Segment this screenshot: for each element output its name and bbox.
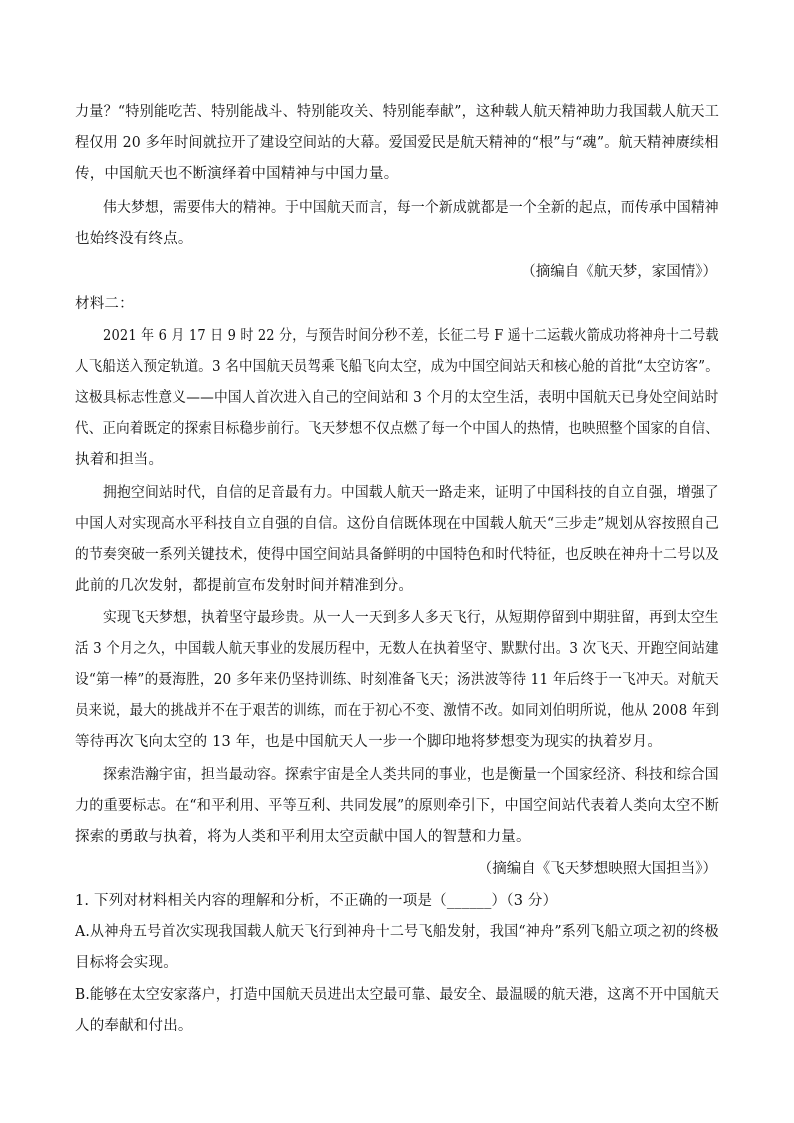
paragraph-line: 这极具标志性意义——中国人首次进入自己的空间站和 3 个月的太空生活，表明中国航天已身处空间站时 <box>75 390 719 406</box>
option-a: A.从神舟五号首次实现我国载人航天飞行到神舟十二号飞船发射，我国“神舟”系列飞船立项之初的终极 <box>75 924 719 940</box>
paragraph-line: 力的重要标志。在“和平利用、平等互利、共同发展”的原则牵引下，中国空间站代表着人类向太空不断 <box>75 798 720 814</box>
paragraph-line: 代、正向着既定的探索目标稳步前行。飞天梦想不仅点燃了每一个中国人的热情，也映照整个国家的自信、 <box>75 421 719 437</box>
paragraph-line: 也始终没有终点。 <box>75 231 193 247</box>
option-a-continued: 目标将会实现。 <box>75 955 178 971</box>
question-stem: 1. 下列对材料相关内容的理解和分析，不正确的一项是（______）（3 分） <box>75 893 558 909</box>
paragraph-line: 执着和担当。 <box>75 452 164 468</box>
paragraph-line: 活 3 个月之久，中国载人航天事业的发展历程中，无数人在执着坚守、默默付出。3 次飞天、开跑空间站建 <box>75 641 719 657</box>
option-b-continued: 人的奉献和付出。 <box>75 1018 193 1034</box>
paragraph-line: 中国人对实现高水平科技自立自强的自信。这份自信既体现在中国载人航天“三步走”规划从容按照自己 <box>75 516 720 532</box>
option-b: B.能够在太空安家落户，打造中国航天员进出太空最可靠、最安全、最温暖的航天港，这离不开中国航天 <box>75 987 720 1003</box>
paragraph-line: 等待再次飞向太空的 13 年，也是中国航天人一步一个脚印地将梦想变为现实的执着岁月。 <box>75 734 663 750</box>
paragraph-line: 的节奏突破一系列关键技术，使得中国空间站具备鲜明的中国特色和时代特征，也反映在神舟十二号以及 <box>75 547 720 563</box>
paragraph-line: 员来说，最大的挑战并不在于艰苦的训练，而在于初心不变、激情不改。如同刘伯明所说，他从 2008 年到 <box>75 703 720 719</box>
paragraph-line: 2021 年 6 月 17 日 9 时 22 分，与预告时间分秒不差，长征二号 F 遥十二运载火箭成功将神舟十二号载 <box>103 328 719 344</box>
paragraph-line: 伟大梦想，需要伟大的精神。于中国航天而言，每一个新成就都是一个全新的起点，而传承中国精神 <box>103 200 719 216</box>
paragraph-line: 探索浩瀚宇宙，担当最动容。探索宇宙是全人类共同的事业，也是衡量一个国家经济、科技和综合国 <box>103 767 719 783</box>
paragraph-line: 人飞船送入预定轨道。3 名中国航天员驾乘飞船飞向太空，成为中国空间站天和核心舱的首批“太空访客”。 <box>75 359 719 375</box>
source-citation: （摘编自《飞天梦想映照大国担当》） <box>477 861 717 877</box>
paragraph-line: 设“第一棒”的聂海胜，20 多年来仍坚持训练、时刻准备飞天；汤洪波等待 11 年后终于一飞冲天。对航天 <box>75 672 719 688</box>
paragraph-line: 实现飞天梦想，执着坚守最珍贵。从一人一天到多人多天飞行，从短期停留到中期驻留，再到太空生 <box>103 610 719 626</box>
paragraph-line: 传，中国航天也不断演绎着中国精神与中国力量。 <box>75 166 399 182</box>
paragraph-line: 力量？“特别能吃苦、特别能战斗、特别能攻关、特别能奉献”，这种载人航天精神助力我国载人航天工 <box>75 104 720 120</box>
section-label: 材料二： <box>75 296 134 312</box>
paragraph-line: 此前的几次发射，都提前宣布发射时间并精准到分。 <box>75 578 414 594</box>
paragraph-line: 程仅用 20 多年时间就拉开了建设空间站的大幕。爱国爱民是航天精神的“根”与“魂”。航天精神赓续相 <box>75 135 719 151</box>
paragraph-line: 探索的勇敢与执着，将为人类和平利用太空贡献中国人的智慧和力量。 <box>75 829 531 845</box>
paragraph-line: 拥抱空间站时代，自信的足音最有力。中国载人航天一路走来，证明了中国科技的自立自强，增强了 <box>103 485 719 501</box>
source-citation: （摘编自《航天梦，家国情》） <box>521 264 717 280</box>
